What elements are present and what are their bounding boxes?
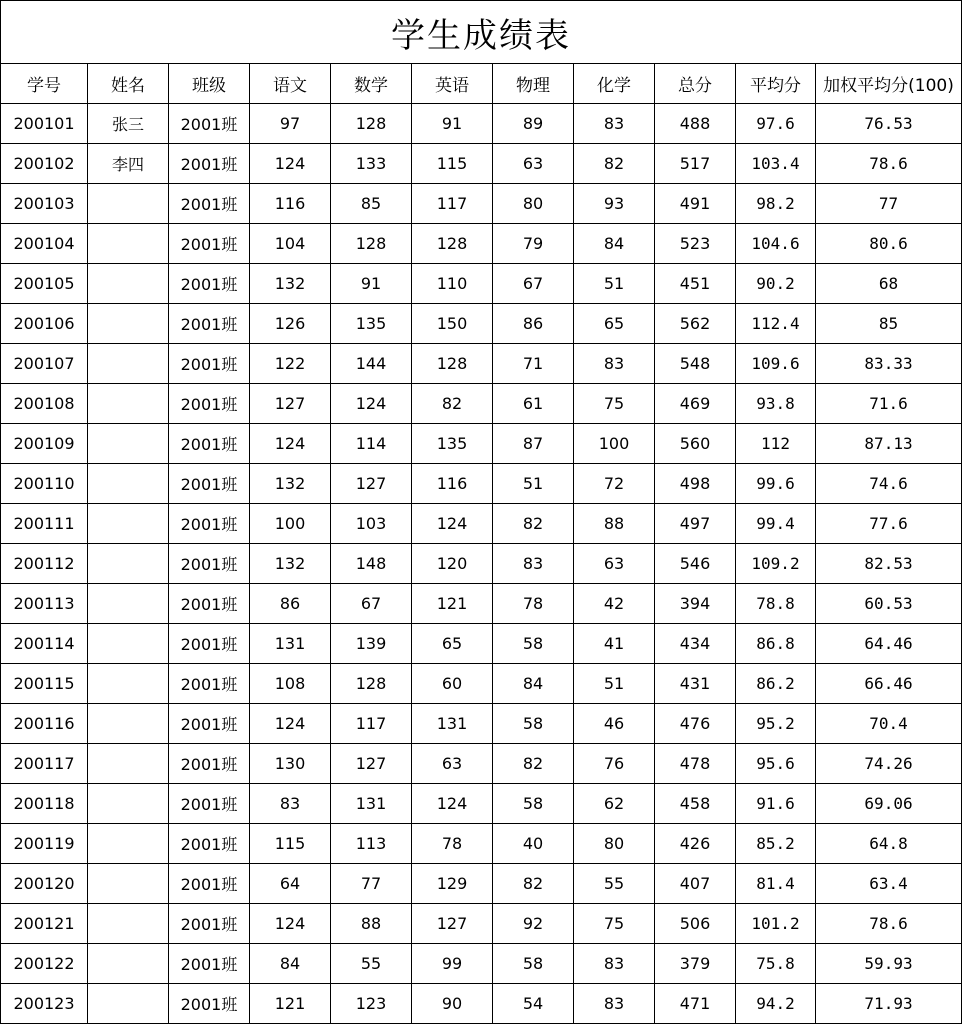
cell-physics[interactable]: 58 bbox=[493, 704, 574, 744]
cell-average[interactable]: 86.8 bbox=[736, 624, 816, 664]
cell-chemistry[interactable]: 83 bbox=[574, 344, 655, 384]
table-row bbox=[1, 464, 962, 504]
cell-chinese[interactable]: 86 bbox=[250, 584, 331, 624]
cell-chinese[interactable]: 108 bbox=[250, 664, 331, 704]
cell-physics[interactable]: 82 bbox=[493, 504, 574, 544]
cell-english[interactable]: 110 bbox=[412, 264, 493, 304]
cell-student-id[interactable]: 200108 bbox=[1, 384, 88, 424]
cell-class[interactable]: 2001班 bbox=[169, 344, 250, 384]
cell-chemistry[interactable]: 83 bbox=[574, 104, 655, 144]
cell-class[interactable]: 2001班 bbox=[169, 864, 250, 904]
cell-math[interactable]: 144 bbox=[331, 344, 412, 384]
cell-student-id[interactable]: 200109 bbox=[1, 424, 88, 464]
cell-average[interactable]: 91.6 bbox=[736, 784, 816, 824]
cell-name[interactable] bbox=[88, 424, 169, 464]
cell-physics[interactable]: 86 bbox=[493, 304, 574, 344]
cell-english[interactable]: 120 bbox=[412, 544, 493, 584]
cell-name[interactable] bbox=[88, 304, 169, 344]
cell-chinese[interactable]: 124 bbox=[250, 904, 331, 944]
table-row bbox=[1, 584, 962, 624]
cell-english[interactable]: 82 bbox=[412, 384, 493, 424]
table-row bbox=[1, 344, 962, 384]
cell-total[interactable]: 469 bbox=[655, 384, 736, 424]
cell-class[interactable]: 2001班 bbox=[169, 144, 250, 184]
cell-chinese[interactable]: 116 bbox=[250, 184, 331, 224]
cell-average[interactable]: 94.2 bbox=[736, 984, 816, 1024]
table-row bbox=[1, 104, 962, 144]
cell-chemistry[interactable]: 76 bbox=[574, 744, 655, 784]
cell-student-id[interactable]: 200123 bbox=[1, 984, 88, 1024]
cell-chinese[interactable]: 104 bbox=[250, 224, 331, 264]
cell-name[interactable] bbox=[88, 344, 169, 384]
cell-weighted-average[interactable]: 74.6 bbox=[816, 464, 962, 504]
table-row bbox=[1, 384, 962, 424]
cell-average[interactable]: 98.2 bbox=[736, 184, 816, 224]
table-title[interactable]: 学生成绩表 bbox=[1, 1, 962, 64]
header-row bbox=[1, 64, 962, 104]
cell-weighted-average[interactable]: 71.93 bbox=[816, 984, 962, 1024]
column-header-english[interactable]: 英语 bbox=[412, 64, 493, 104]
cell-average[interactable]: 99.4 bbox=[736, 504, 816, 544]
cell-english[interactable]: 91 bbox=[412, 104, 493, 144]
cell-class[interactable]: 2001班 bbox=[169, 984, 250, 1024]
cell-student-id[interactable]: 200113 bbox=[1, 584, 88, 624]
column-header-math[interactable]: 数学 bbox=[331, 64, 412, 104]
cell-total[interactable]: 471 bbox=[655, 984, 736, 1024]
cell-student-id[interactable]: 200114 bbox=[1, 624, 88, 664]
cell-english[interactable]: 128 bbox=[412, 224, 493, 264]
cell-math[interactable]: 67 bbox=[331, 584, 412, 624]
cell-total[interactable]: 478 bbox=[655, 744, 736, 784]
cell-chemistry[interactable]: 84 bbox=[574, 224, 655, 264]
cell-chemistry[interactable]: 55 bbox=[574, 864, 655, 904]
cell-class[interactable]: 2001班 bbox=[169, 384, 250, 424]
cell-english[interactable]: 127 bbox=[412, 904, 493, 944]
cell-physics[interactable]: 54 bbox=[493, 984, 574, 1024]
cell-chemistry[interactable]: 41 bbox=[574, 624, 655, 664]
cell-chemistry[interactable]: 72 bbox=[574, 464, 655, 504]
column-header-name[interactable]: 姓名 bbox=[88, 64, 169, 104]
cell-name[interactable] bbox=[88, 184, 169, 224]
cell-weighted-average[interactable]: 77.6 bbox=[816, 504, 962, 544]
cell-physics[interactable]: 82 bbox=[493, 864, 574, 904]
cell-english[interactable]: 78 bbox=[412, 824, 493, 864]
cell-physics[interactable]: 63 bbox=[493, 144, 574, 184]
cell-chinese[interactable]: 132 bbox=[250, 464, 331, 504]
cell-average[interactable]: 95.6 bbox=[736, 744, 816, 784]
table-row bbox=[1, 544, 962, 584]
column-header-student-id[interactable]: 学号 bbox=[1, 64, 88, 104]
column-header-chinese[interactable]: 语文 bbox=[250, 64, 331, 104]
cell-name[interactable] bbox=[88, 944, 169, 984]
cell-weighted-average[interactable]: 63.4 bbox=[816, 864, 962, 904]
cell-physics[interactable]: 71 bbox=[493, 344, 574, 384]
cell-chemistry[interactable]: 82 bbox=[574, 144, 655, 184]
cell-total[interactable]: 491 bbox=[655, 184, 736, 224]
cell-chinese[interactable]: 97 bbox=[250, 104, 331, 144]
cell-physics[interactable]: 83 bbox=[493, 544, 574, 584]
cell-class[interactable]: 2001班 bbox=[169, 904, 250, 944]
table-row bbox=[1, 184, 962, 224]
cell-weighted-average[interactable]: 87.13 bbox=[816, 424, 962, 464]
cell-physics[interactable]: 40 bbox=[493, 824, 574, 864]
cell-physics[interactable]: 67 bbox=[493, 264, 574, 304]
cell-math[interactable]: 127 bbox=[331, 464, 412, 504]
table-row bbox=[1, 984, 962, 1024]
cell-chemistry[interactable]: 42 bbox=[574, 584, 655, 624]
cell-class[interactable]: 2001班 bbox=[169, 824, 250, 864]
cell-class[interactable]: 2001班 bbox=[169, 104, 250, 144]
cell-english[interactable]: 129 bbox=[412, 864, 493, 904]
cell-english[interactable]: 99 bbox=[412, 944, 493, 984]
cell-chemistry[interactable]: 75 bbox=[574, 904, 655, 944]
cell-average[interactable]: 95.2 bbox=[736, 704, 816, 744]
cell-total[interactable]: 431 bbox=[655, 664, 736, 704]
cell-total[interactable]: 488 bbox=[655, 104, 736, 144]
cell-english[interactable]: 90 bbox=[412, 984, 493, 1024]
cell-english[interactable]: 124 bbox=[412, 784, 493, 824]
table-row bbox=[1, 904, 962, 944]
cell-name[interactable] bbox=[88, 544, 169, 584]
cell-total[interactable]: 506 bbox=[655, 904, 736, 944]
cell-physics[interactable]: 58 bbox=[493, 944, 574, 984]
column-header-weighted-average[interactable]: 加权平均分(100) bbox=[816, 64, 962, 104]
cell-student-id[interactable]: 200106 bbox=[1, 304, 88, 344]
cell-english[interactable]: 63 bbox=[412, 744, 493, 784]
cell-physics[interactable]: 80 bbox=[493, 184, 574, 224]
table-row bbox=[1, 864, 962, 904]
cell-average[interactable]: 104.6 bbox=[736, 224, 816, 264]
cell-average[interactable]: 93.8 bbox=[736, 384, 816, 424]
cell-math[interactable]: 133 bbox=[331, 144, 412, 184]
cell-weighted-average[interactable]: 83.33 bbox=[816, 344, 962, 384]
cell-math[interactable]: 77 bbox=[331, 864, 412, 904]
cell-class[interactable]: 2001班 bbox=[169, 624, 250, 664]
cell-weighted-average[interactable]: 78.6 bbox=[816, 144, 962, 184]
cell-chemistry[interactable]: 88 bbox=[574, 504, 655, 544]
cell-average[interactable]: 112 bbox=[736, 424, 816, 464]
cell-student-id[interactable]: 200112 bbox=[1, 544, 88, 584]
cell-class[interactable]: 2001班 bbox=[169, 304, 250, 344]
cell-total[interactable]: 497 bbox=[655, 504, 736, 544]
cell-math[interactable]: 131 bbox=[331, 784, 412, 824]
cell-chinese[interactable]: 121 bbox=[250, 984, 331, 1024]
cell-chemistry[interactable]: 93 bbox=[574, 184, 655, 224]
cell-average[interactable]: 85.2 bbox=[736, 824, 816, 864]
cell-physics[interactable]: 79 bbox=[493, 224, 574, 264]
cell-total[interactable]: 458 bbox=[655, 784, 736, 824]
table-row bbox=[1, 424, 962, 464]
cell-total[interactable]: 426 bbox=[655, 824, 736, 864]
cell-average[interactable]: 81.4 bbox=[736, 864, 816, 904]
cell-math[interactable]: 117 bbox=[331, 704, 412, 744]
cell-student-id[interactable]: 200111 bbox=[1, 504, 88, 544]
cell-class[interactable]: 2001班 bbox=[169, 544, 250, 584]
cell-name[interactable] bbox=[88, 264, 169, 304]
cell-average[interactable]: 97.6 bbox=[736, 104, 816, 144]
cell-weighted-average[interactable]: 70.4 bbox=[816, 704, 962, 744]
cell-average[interactable]: 75.8 bbox=[736, 944, 816, 984]
cell-chinese[interactable]: 64 bbox=[250, 864, 331, 904]
cell-chinese[interactable]: 115 bbox=[250, 824, 331, 864]
table-row bbox=[1, 264, 962, 304]
cell-math[interactable]: 114 bbox=[331, 424, 412, 464]
cell-chemistry[interactable]: 83 bbox=[574, 944, 655, 984]
cell-name[interactable] bbox=[88, 504, 169, 544]
cell-chemistry[interactable]: 75 bbox=[574, 384, 655, 424]
cell-name[interactable] bbox=[88, 664, 169, 704]
cell-math[interactable]: 85 bbox=[331, 184, 412, 224]
cell-math[interactable]: 127 bbox=[331, 744, 412, 784]
table-row bbox=[1, 664, 962, 704]
cell-name[interactable] bbox=[88, 584, 169, 624]
table-row bbox=[1, 744, 962, 784]
table-row bbox=[1, 944, 962, 984]
column-header-average[interactable]: 平均分 bbox=[736, 64, 816, 104]
cell-chinese[interactable]: 124 bbox=[250, 424, 331, 464]
cell-weighted-average[interactable]: 85 bbox=[816, 304, 962, 344]
cell-average[interactable]: 112.4 bbox=[736, 304, 816, 344]
cell-chinese[interactable]: 83 bbox=[250, 784, 331, 824]
cell-student-id[interactable]: 200119 bbox=[1, 824, 88, 864]
cell-total[interactable]: 451 bbox=[655, 264, 736, 304]
cell-name[interactable] bbox=[88, 904, 169, 944]
cell-math[interactable]: 123 bbox=[331, 984, 412, 1024]
cell-class[interactable]: 2001班 bbox=[169, 584, 250, 624]
cell-physics[interactable]: 87 bbox=[493, 424, 574, 464]
cell-student-id[interactable]: 200117 bbox=[1, 744, 88, 784]
table-row bbox=[1, 504, 962, 544]
table-row bbox=[1, 224, 962, 264]
cell-weighted-average[interactable]: 60.53 bbox=[816, 584, 962, 624]
cell-class[interactable]: 2001班 bbox=[169, 744, 250, 784]
cell-chemistry[interactable]: 51 bbox=[574, 264, 655, 304]
cell-chemistry[interactable]: 63 bbox=[574, 544, 655, 584]
cell-chemistry[interactable]: 100 bbox=[574, 424, 655, 464]
cell-physics[interactable]: 61 bbox=[493, 384, 574, 424]
cell-class[interactable]: 2001班 bbox=[169, 264, 250, 304]
cell-student-id[interactable]: 200116 bbox=[1, 704, 88, 744]
cell-math[interactable]: 135 bbox=[331, 304, 412, 344]
cell-math[interactable]: 128 bbox=[331, 104, 412, 144]
cell-chinese[interactable]: 84 bbox=[250, 944, 331, 984]
cell-english[interactable]: 131 bbox=[412, 704, 493, 744]
cell-average[interactable]: 78.8 bbox=[736, 584, 816, 624]
cell-name[interactable] bbox=[88, 784, 169, 824]
cell-student-id[interactable]: 200104 bbox=[1, 224, 88, 264]
cell-english[interactable]: 128 bbox=[412, 344, 493, 384]
cell-name[interactable] bbox=[88, 824, 169, 864]
cell-student-id[interactable]: 200118 bbox=[1, 784, 88, 824]
column-header-class[interactable]: 班级 bbox=[169, 64, 250, 104]
cell-name[interactable] bbox=[88, 384, 169, 424]
cell-chemistry[interactable]: 80 bbox=[574, 824, 655, 864]
cell-average[interactable]: 109.6 bbox=[736, 344, 816, 384]
cell-weighted-average[interactable]: 69.06 bbox=[816, 784, 962, 824]
cell-math[interactable]: 128 bbox=[331, 664, 412, 704]
cell-chemistry[interactable]: 51 bbox=[574, 664, 655, 704]
cell-total[interactable]: 476 bbox=[655, 704, 736, 744]
cell-class[interactable]: 2001班 bbox=[169, 504, 250, 544]
cell-total[interactable]: 548 bbox=[655, 344, 736, 384]
cell-weighted-average[interactable]: 74.26 bbox=[816, 744, 962, 784]
cell-chinese[interactable]: 124 bbox=[250, 144, 331, 184]
cell-chemistry[interactable]: 65 bbox=[574, 304, 655, 344]
table-row bbox=[1, 784, 962, 824]
cell-average[interactable]: 90.2 bbox=[736, 264, 816, 304]
cell-english[interactable]: 115 bbox=[412, 144, 493, 184]
cell-total[interactable]: 434 bbox=[655, 624, 736, 664]
cell-student-id[interactable]: 200110 bbox=[1, 464, 88, 504]
cell-chemistry[interactable]: 83 bbox=[574, 984, 655, 1024]
cell-total[interactable]: 562 bbox=[655, 304, 736, 344]
cell-chinese[interactable]: 124 bbox=[250, 704, 331, 744]
cell-english[interactable]: 117 bbox=[412, 184, 493, 224]
cell-math[interactable]: 124 bbox=[331, 384, 412, 424]
cell-name[interactable] bbox=[88, 704, 169, 744]
cell-student-id[interactable]: 200107 bbox=[1, 344, 88, 384]
cell-name[interactable] bbox=[88, 624, 169, 664]
cell-english[interactable]: 124 bbox=[412, 504, 493, 544]
cell-name[interactable] bbox=[88, 984, 169, 1024]
cell-name[interactable] bbox=[88, 744, 169, 784]
cell-average[interactable]: 99.6 bbox=[736, 464, 816, 504]
cell-class[interactable]: 2001班 bbox=[169, 424, 250, 464]
cell-average[interactable]: 86.2 bbox=[736, 664, 816, 704]
cell-math[interactable]: 91 bbox=[331, 264, 412, 304]
table-row bbox=[1, 304, 962, 344]
cell-weighted-average[interactable]: 76.53 bbox=[816, 104, 962, 144]
cell-physics[interactable]: 92 bbox=[493, 904, 574, 944]
cell-math[interactable]: 55 bbox=[331, 944, 412, 984]
cell-average[interactable]: 109.2 bbox=[736, 544, 816, 584]
table-row bbox=[1, 624, 962, 664]
cell-physics[interactable]: 58 bbox=[493, 784, 574, 824]
cell-physics[interactable]: 82 bbox=[493, 744, 574, 784]
cell-total[interactable]: 523 bbox=[655, 224, 736, 264]
cell-english[interactable]: 65 bbox=[412, 624, 493, 664]
cell-total[interactable]: 517 bbox=[655, 144, 736, 184]
cell-class[interactable]: 2001班 bbox=[169, 224, 250, 264]
table-row bbox=[1, 824, 962, 864]
cell-physics[interactable]: 84 bbox=[493, 664, 574, 704]
cell-weighted-average[interactable]: 80.6 bbox=[816, 224, 962, 264]
cell-english[interactable]: 135 bbox=[412, 424, 493, 464]
cell-class[interactable]: 2001班 bbox=[169, 664, 250, 704]
table-row bbox=[1, 144, 962, 184]
cell-chinese[interactable]: 132 bbox=[250, 264, 331, 304]
cell-student-id[interactable]: 200121 bbox=[1, 904, 88, 944]
cell-chinese[interactable]: 100 bbox=[250, 504, 331, 544]
cell-name[interactable]: 李四 bbox=[88, 144, 169, 184]
cell-student-id[interactable]: 200105 bbox=[1, 264, 88, 304]
cell-weighted-average[interactable]: 66.46 bbox=[816, 664, 962, 704]
cell-weighted-average[interactable]: 78.6 bbox=[816, 904, 962, 944]
column-header-total[interactable]: 总分 bbox=[655, 64, 736, 104]
cell-class[interactable]: 2001班 bbox=[169, 184, 250, 224]
cell-weighted-average[interactable]: 64.8 bbox=[816, 824, 962, 864]
cell-physics[interactable]: 78 bbox=[493, 584, 574, 624]
cell-total[interactable]: 379 bbox=[655, 944, 736, 984]
cell-student-id[interactable]: 200120 bbox=[1, 864, 88, 904]
table-body bbox=[1, 104, 962, 1024]
cell-class[interactable]: 2001班 bbox=[169, 704, 250, 744]
cell-student-id[interactable]: 200103 bbox=[1, 184, 88, 224]
column-header-physics[interactable]: 物理 bbox=[493, 64, 574, 104]
cell-english[interactable]: 150 bbox=[412, 304, 493, 344]
cell-name[interactable] bbox=[88, 464, 169, 504]
cell-chinese[interactable]: 132 bbox=[250, 544, 331, 584]
cell-class[interactable]: 2001班 bbox=[169, 784, 250, 824]
cell-total[interactable]: 498 bbox=[655, 464, 736, 504]
cell-weighted-average[interactable]: 64.46 bbox=[816, 624, 962, 664]
table-row bbox=[1, 704, 962, 744]
cell-total[interactable]: 560 bbox=[655, 424, 736, 464]
cell-name[interactable] bbox=[88, 224, 169, 264]
cell-chinese[interactable]: 126 bbox=[250, 304, 331, 344]
cell-chinese[interactable]: 130 bbox=[250, 744, 331, 784]
cell-math[interactable]: 88 bbox=[331, 904, 412, 944]
cell-student-id[interactable]: 200115 bbox=[1, 664, 88, 704]
cell-physics[interactable]: 58 bbox=[493, 624, 574, 664]
cell-student-id[interactable]: 200101 bbox=[1, 104, 88, 144]
cell-average[interactable]: 101.2 bbox=[736, 904, 816, 944]
cell-total[interactable]: 394 bbox=[655, 584, 736, 624]
cell-total[interactable]: 407 bbox=[655, 864, 736, 904]
cell-name[interactable] bbox=[88, 864, 169, 904]
column-header-chemistry[interactable]: 化学 bbox=[574, 64, 655, 104]
cell-class[interactable]: 2001班 bbox=[169, 944, 250, 984]
cell-student-id[interactable]: 200102 bbox=[1, 144, 88, 184]
cell-math[interactable]: 103 bbox=[331, 504, 412, 544]
cell-weighted-average[interactable]: 68 bbox=[816, 264, 962, 304]
cell-chinese[interactable]: 127 bbox=[250, 384, 331, 424]
cell-weighted-average[interactable]: 82.53 bbox=[816, 544, 962, 584]
cell-chemistry[interactable]: 62 bbox=[574, 784, 655, 824]
cell-average[interactable]: 103.4 bbox=[736, 144, 816, 184]
cell-class[interactable]: 2001班 bbox=[169, 464, 250, 504]
cell-total[interactable]: 546 bbox=[655, 544, 736, 584]
cell-math[interactable]: 139 bbox=[331, 624, 412, 664]
cell-physics[interactable]: 89 bbox=[493, 104, 574, 144]
cell-weighted-average[interactable]: 77 bbox=[816, 184, 962, 224]
cell-chinese[interactable]: 122 bbox=[250, 344, 331, 384]
cell-physics[interactable]: 51 bbox=[493, 464, 574, 504]
cell-english[interactable]: 116 bbox=[412, 464, 493, 504]
cell-weighted-average[interactable]: 71.6 bbox=[816, 384, 962, 424]
cell-student-id[interactable]: 200122 bbox=[1, 944, 88, 984]
cell-name[interactable]: 张三 bbox=[88, 104, 169, 144]
cell-weighted-average[interactable]: 59.93 bbox=[816, 944, 962, 984]
cell-chemistry[interactable]: 46 bbox=[574, 704, 655, 744]
cell-english[interactable]: 121 bbox=[412, 584, 493, 624]
cell-math[interactable]: 128 bbox=[331, 224, 412, 264]
cell-chinese[interactable]: 131 bbox=[250, 624, 331, 664]
cell-english[interactable]: 60 bbox=[412, 664, 493, 704]
cell-math[interactable]: 148 bbox=[331, 544, 412, 584]
cell-math[interactable]: 113 bbox=[331, 824, 412, 864]
